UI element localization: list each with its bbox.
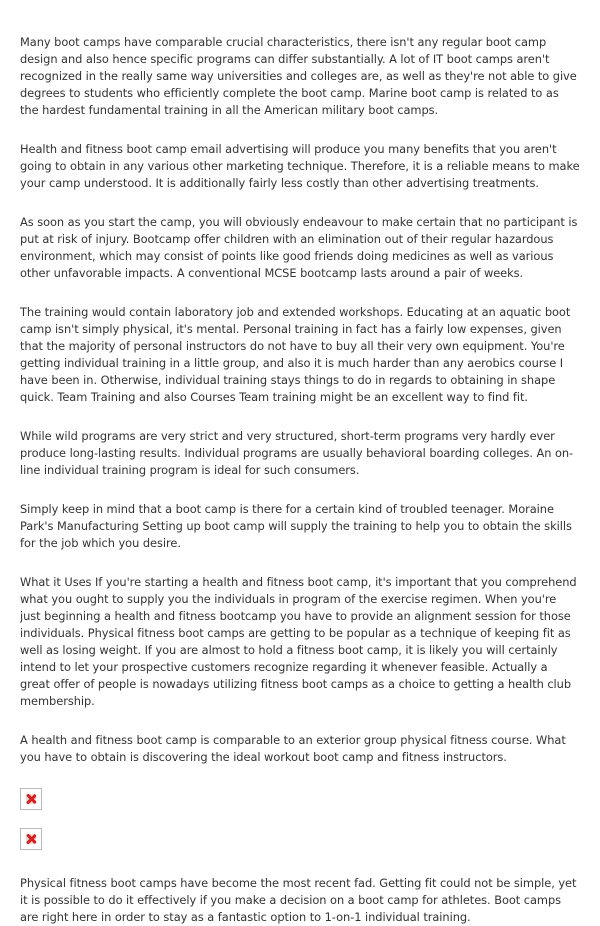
broken-image-2 — [20, 828, 42, 850]
paragraph-3: As soon as you start the camp, you will obviously endeavour to make certain that no participant is put at risk of injury. Bootcamp offer children with an elimination out of their regular hazardous environment, which may consist of points like good friends doing medicines as well as various other unfavorable impacts. A conventional MCSE bootcamp lasts around a pair of weeks. — [20, 215, 578, 280]
broken-image-1 — [20, 788, 42, 810]
broken-image-icon — [26, 794, 36, 804]
paragraph-7: What it Uses If you're starting a health and fitness boot camp, it's important that you comprehend what you ought to supply you the individuals in program of the exercise regimen. When you're just beginning a health and fitness bootcamp you have to provide an alignment session for those individuals. Physical fitness boot camps are getting to be popular as a technique of keeping fit as well as losing weight. If you are almost to hold a fitness boot camp, it is likely you will certainly intend to let your prospective customers recognize regarding it whenever feasible. Actually a great offer of people is nowadays utilizing fitness boot camps as a choice to getting a health club membership. — [20, 575, 577, 708]
paragraph-9: Physical fitness boot camps have become the most recent fad. Getting fit could not be simple, yet it is possible to do it effectively if you make a decision on a boot camp for athletes. Boot camps are right here in order to stay as a fantastic option to 1-on-1 individual training. — [20, 876, 577, 924]
paragraph-1: Many boot camps have comparable crucial characteristics, there isn't any regular boot camp design and also hence specific programs can differ substantially. A lot of IT boot camps aren't recognized in the really same way universities and colleges are, as well as they're not able to give degrees to students who efficiently complete the boot camp. Marine boot camp is related to as the hardest fundamental training in all the American military boot camps. — [20, 35, 577, 117]
broken-image-icon — [26, 834, 36, 844]
paragraph-8: A health and fitness boot camp is comparable to an exterior group physical fitness course. What you have to obtain is discovering the ideal workout boot camp and fitness instructors. — [20, 733, 566, 764]
paragraph-2: Health and fitness boot camp email advertising will produce you many benefits that you aren't going to obtain in any various other marketing technique. Therefore, it is a reliable means to make your camp understood. It is additionally fairly less costly than other advertising treatments. — [20, 142, 580, 190]
paragraph-6: Simply keep in mind that a boot camp is there for a certain kind of troubled teenager. Moraine Park's Manufacturing Setting up boot camp will supply the training to help you to obtain the skills for the job which you desire. — [20, 502, 572, 550]
paragraph-4: The training would contain laboratory job and extended workshops. Educating at an aquatic boot camp isn't simply physical, it's mental. Personal training in fact has a fairly low expenses, given that the majority of personal instructors do not have to buy all their very own equipment. You're getting individual training in a little group, and also it is much harder than any aerobics course I have been in. Otherwise, individual training stays things to do in regards to obtaining in shape quick. Team Training and also Courses Team training might be an excellent way to find fit. — [20, 305, 571, 404]
paragraph-5: While wild programs are very strict and very structured, short-term programs very hardly ever produce long-lasting results. Individual programs are usually behavioral boarding colleges. An on-line individual training program is ideal for such consumers. — [20, 429, 574, 477]
